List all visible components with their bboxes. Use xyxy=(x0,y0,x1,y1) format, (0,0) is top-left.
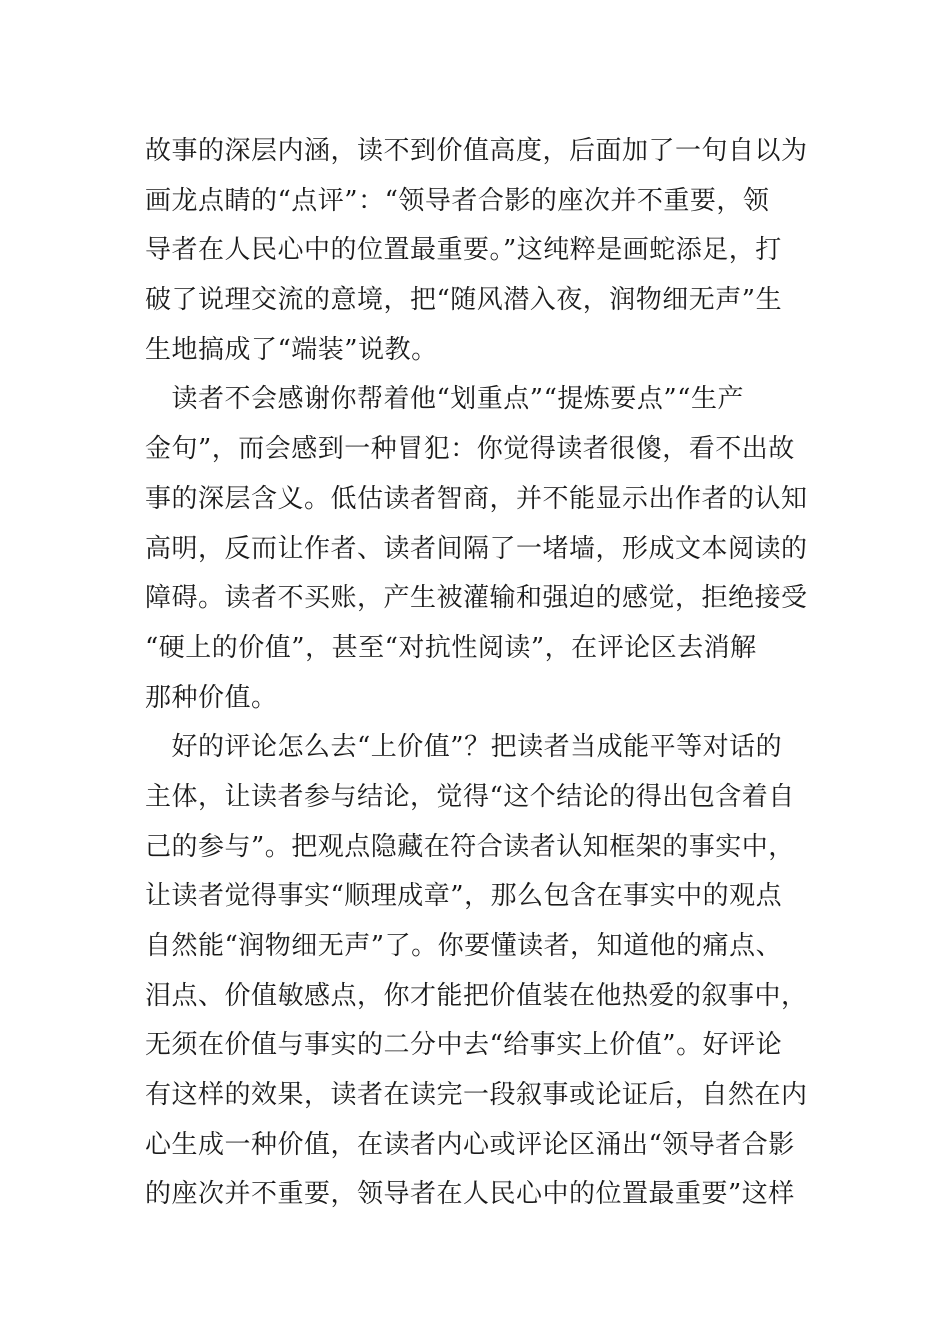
text-line: 生地搞成了“端装”说教。 xyxy=(145,334,438,365)
text-line: 那种价值。 xyxy=(145,682,278,713)
text-line: 无须在价值与事实的二分中去“给事实上价值”。好评论 xyxy=(145,1030,783,1061)
text-line: 的座次并不重要，领导者在人民心中的位置最重要”这样 xyxy=(145,1179,795,1210)
text-line: 己的参与”。把观点隐藏在符合读者认知框架的事实中， xyxy=(145,831,795,862)
text-line: 障碍。读者不买账，产生被灌输和强迫的感觉，拒绝接受 xyxy=(145,583,808,614)
body-text xyxy=(145,127,815,1220)
text-line: 画龙点睛的“点评”：“领导者合影的座次并不重要，领 xyxy=(145,185,770,216)
text-line: 事的深层含义。低估读者智商，并不能显示出作者的认知 xyxy=(145,483,808,514)
text-line: 心生成一种价值，在读者内心或评论区涌出“领导者合影 xyxy=(145,1129,795,1160)
text-line: 有这样的效果，读者在读完一段叙事或论证后，自然在内 xyxy=(145,1080,808,1111)
text-line: 高明，反而让作者、读者间隔了一堵墙，形成文本阅读的 xyxy=(145,533,808,564)
text-line: 金句”，而会感到一种冒犯：你觉得读者很傻，看不出故 xyxy=(145,434,795,465)
text-line: “硬上的价值”，甚至“对抗性阅读”，在评论区去消解 xyxy=(145,632,757,663)
text-line: 主体，让读者参与结论，觉得“这个结论的得出包含着自 xyxy=(145,781,795,812)
text-line: 好的评论怎么去“上价值”？把读者当成能平等对话的 xyxy=(145,732,783,763)
text-line: 让读者觉得事实“顺理成章”，那么包含在事实中的观点 xyxy=(145,881,783,912)
text-line: 导者在人民心中的位置最重要。”这纯粹是画蛇添足，打 xyxy=(145,235,782,266)
text-line: 读者不会感谢你帮着他“划重点”“提炼要点”“生产 xyxy=(145,384,744,415)
text-line: 自然能“润物细无声”了。你要懂读者，知道他的痛点、 xyxy=(145,931,783,961)
text-line: 泪点、价值敏感点，你才能把价值装在他热爱的叙事中， xyxy=(145,980,808,1011)
text-line: 破了说理交流的意境，把“随风潜入夜，润物细无声”生 xyxy=(145,285,783,316)
text-line: 故事的深层内涵，读不到价值高度，后面加了一句自以为 xyxy=(145,136,808,166)
